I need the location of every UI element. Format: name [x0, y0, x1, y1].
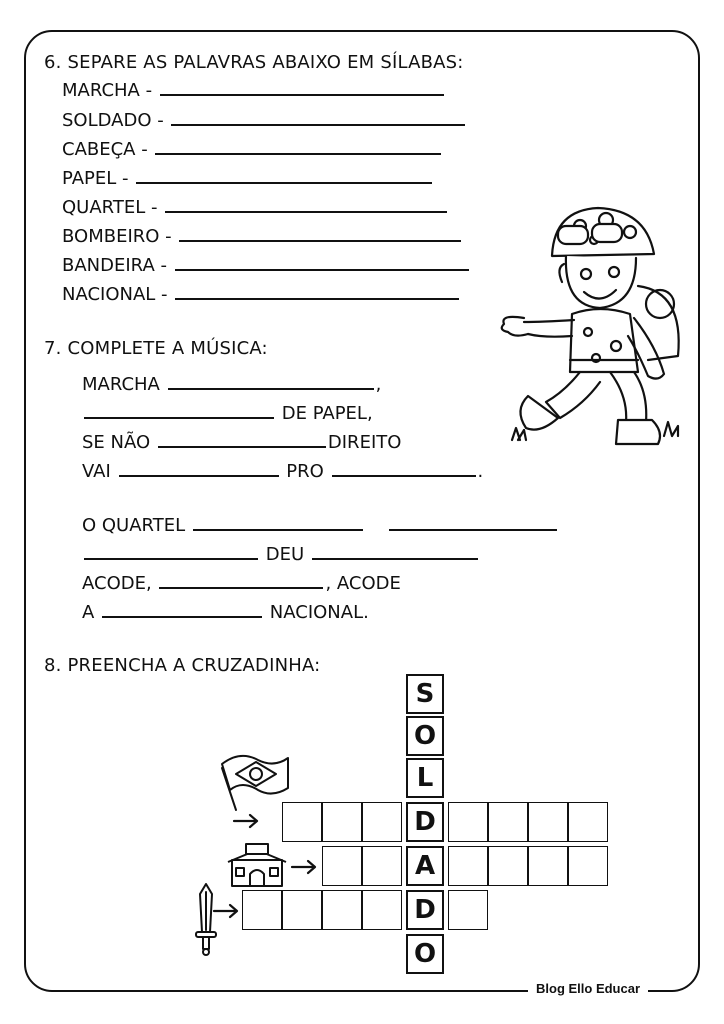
q6-title: 6. SEPARE AS PALAVRAS ABAIXO EM SÍLABAS: — [44, 52, 464, 73]
soldier-illustration — [488, 196, 696, 468]
q6-word: SOLDADO - — [62, 110, 164, 131]
q6-word: MARCHA - — [62, 80, 153, 101]
answer-blank[interactable] — [160, 80, 444, 96]
song-blank[interactable] — [389, 515, 557, 531]
q6-word-row — [62, 110, 467, 131]
crossword-cell[interactable] — [322, 846, 362, 886]
crossword-cell[interactable] — [448, 846, 488, 886]
crossword-cell[interactable] — [322, 802, 362, 842]
crossword-cell[interactable] — [282, 890, 322, 930]
q6-word-row — [62, 284, 461, 305]
answer-blank[interactable] — [165, 197, 447, 213]
q6-word: PAPEL - — [62, 168, 129, 189]
crossword-cell[interactable] — [322, 890, 362, 930]
song-text: O QUARTEL — [82, 515, 186, 536]
song-blank[interactable] — [332, 461, 476, 477]
barracks-building-icon — [226, 838, 288, 890]
song-blank[interactable] — [84, 403, 274, 419]
crossword-cell[interactable] — [568, 846, 608, 886]
crossword-letter: D — [406, 802, 444, 842]
song-blank[interactable] — [102, 602, 262, 618]
crossword-cell[interactable] — [448, 802, 488, 842]
arrow-right-icon — [290, 858, 320, 876]
crossword-cell[interactable] — [448, 890, 488, 930]
song-text: ACODE, — [82, 573, 152, 594]
q6-word-row — [62, 255, 471, 276]
q7-title: 7. COMPLETE A MÚSICA: — [44, 338, 268, 359]
q6-word: QUARTEL - — [62, 197, 158, 218]
song-blank[interactable] — [158, 432, 326, 448]
crossword-cell[interactable] — [488, 846, 528, 886]
q6-word: NACIONAL - — [62, 284, 168, 305]
crossword-cell[interactable] — [362, 802, 402, 842]
crossword-cell[interactable] — [362, 890, 402, 930]
song-text: MARCHA — [82, 374, 160, 395]
q6-word-row — [62, 226, 463, 247]
song-text: PRO — [286, 461, 324, 482]
crossword-letter: S — [406, 674, 444, 714]
song-text: . — [477, 461, 484, 482]
answer-blank[interactable] — [175, 284, 459, 300]
song-text: DIREITO — [327, 432, 402, 453]
crossword-cell[interactable] — [528, 802, 568, 842]
crossword-letter: A — [406, 846, 444, 886]
song-blank[interactable] — [159, 573, 323, 589]
song-line — [82, 602, 369, 623]
footer-credit: Blog Ello Educar — [528, 981, 648, 996]
song-blank[interactable] — [312, 544, 478, 560]
song-blank[interactable] — [193, 515, 363, 531]
crossword-letter: O — [406, 716, 444, 756]
song-line — [82, 432, 401, 453]
answer-blank[interactable] — [175, 255, 469, 271]
song-blank[interactable] — [119, 461, 279, 477]
answer-blank[interactable] — [155, 139, 441, 155]
song-line — [82, 515, 559, 536]
q6-word-row — [62, 139, 443, 160]
song-blank[interactable] — [84, 544, 258, 560]
song-text: A — [82, 602, 95, 623]
song-text: NACIONAL. — [269, 602, 369, 623]
q6-word-row — [62, 197, 449, 218]
q6-word: BOMBEIRO - — [62, 226, 172, 247]
song-text: DEU — [265, 544, 305, 565]
song-blank[interactable] — [168, 374, 374, 390]
song-text: DE PAPEL, — [281, 403, 373, 424]
song-text: , ACODE — [325, 573, 401, 594]
song-line — [82, 461, 483, 482]
crossword-cell[interactable] — [488, 802, 528, 842]
crossword-cell[interactable] — [528, 846, 568, 886]
song-text: VAI — [82, 461, 111, 482]
crossword-cell[interactable] — [242, 890, 282, 930]
answer-blank[interactable] — [179, 226, 461, 242]
arrow-right-icon — [232, 812, 262, 830]
crossword-cell[interactable] — [568, 802, 608, 842]
crossword-letter: D — [406, 890, 444, 930]
song-line — [82, 403, 373, 424]
q6-word: BANDEIRA - — [62, 255, 167, 276]
q6-word: CABEÇA - — [62, 139, 148, 160]
q8-title: 8. PREENCHA A CRUZADINHA: — [44, 655, 321, 676]
brazil-flag-icon — [214, 750, 292, 812]
song-line — [82, 573, 401, 594]
song-line — [82, 544, 480, 565]
q6-word-row — [62, 80, 446, 101]
q6-word-row — [62, 168, 434, 189]
song-line — [82, 374, 381, 395]
crossword-letter: O — [406, 934, 444, 974]
crossword-letter: L — [406, 758, 444, 798]
crossword-cell[interactable] — [362, 846, 402, 886]
song-text: , — [375, 374, 382, 395]
answer-blank[interactable] — [171, 110, 465, 126]
song-text: SE NÃO — [82, 432, 151, 453]
answer-blank[interactable] — [136, 168, 432, 184]
arrow-right-icon — [212, 902, 242, 920]
